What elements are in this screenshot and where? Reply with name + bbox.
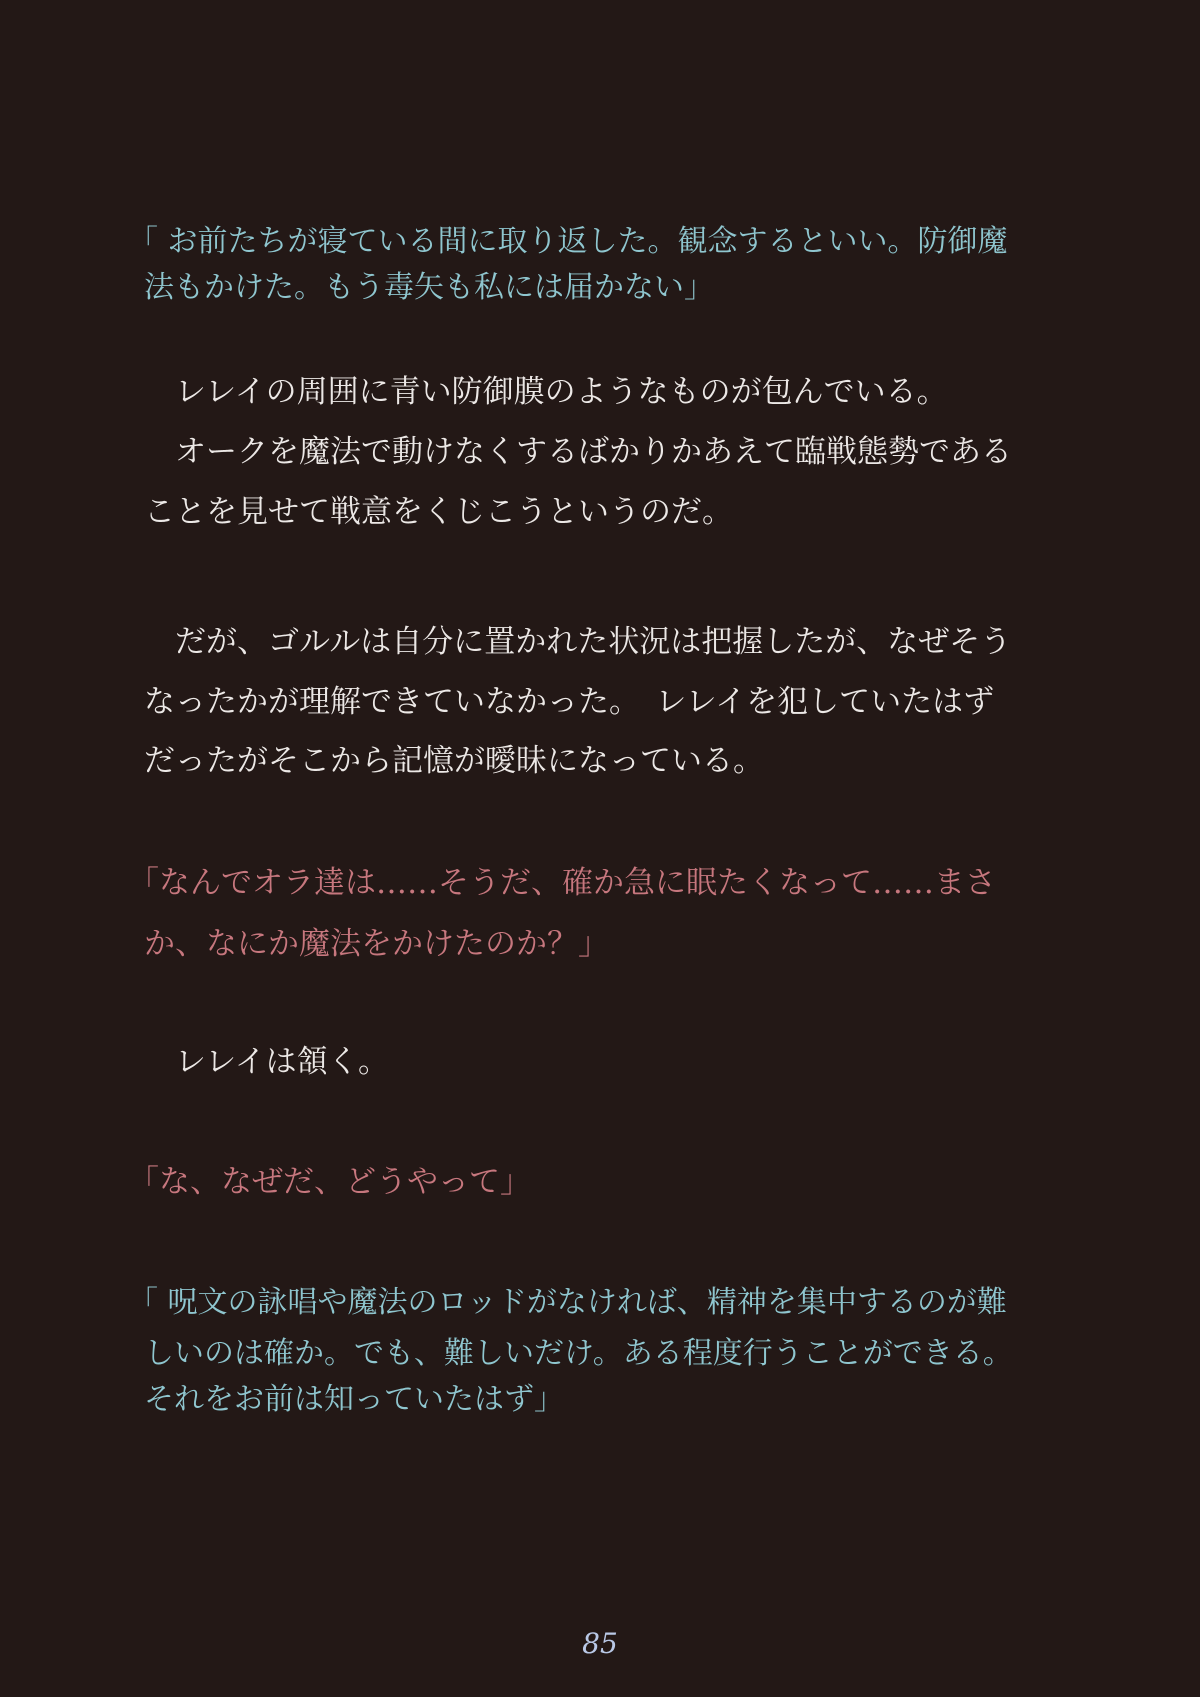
dialogue-line: 「 お前たちが寝ている間に取り返した。観念するといい。防御魔	[128, 224, 1008, 259]
narration-line: だが、ゴルルは自分に置かれた状況は把握したが、なぜそう	[144, 624, 1012, 660]
narration-line: レレイは頷く。	[144, 1044, 390, 1080]
dialogue-line: か、なにか魔法をかけたのか？」	[144, 926, 609, 962]
narration-line: なったかが理解できていなかった。 レレイを犯していたはず	[144, 684, 995, 720]
dialogue-line: 「な、なぜだ、どうやって」	[128, 1164, 531, 1200]
page-number: 85	[582, 1627, 618, 1660]
dialogue-line: 「 呪文の詠唱や魔法のロッドがなければ、精神を集中するのが難	[128, 1285, 1007, 1320]
narration-line: オークを魔法で動けなくするばかりかあえて臨戦態勢である	[144, 434, 1012, 470]
dialogue-line: 法もかけた。もう毒矢も私には届かない」	[144, 270, 714, 305]
dialogue-line: 「なんでオラ達は……そうだ、確か急に眠たくなって……まさ	[128, 865, 996, 901]
narration-line: レレイの周囲に青い防御膜のようなものが包んでいる。	[144, 374, 948, 410]
narration-line: だったがそこから記憶が曖昧になっている。	[144, 743, 764, 779]
dialogue-line: しいのは確か。でも、難しいだけ。ある程度行うことができる。	[144, 1336, 1013, 1371]
narration-line: ことを見せて戦意をくじこうというのだ。	[144, 494, 733, 530]
dialogue-line: それをお前は知っていたはず」	[144, 1382, 564, 1417]
